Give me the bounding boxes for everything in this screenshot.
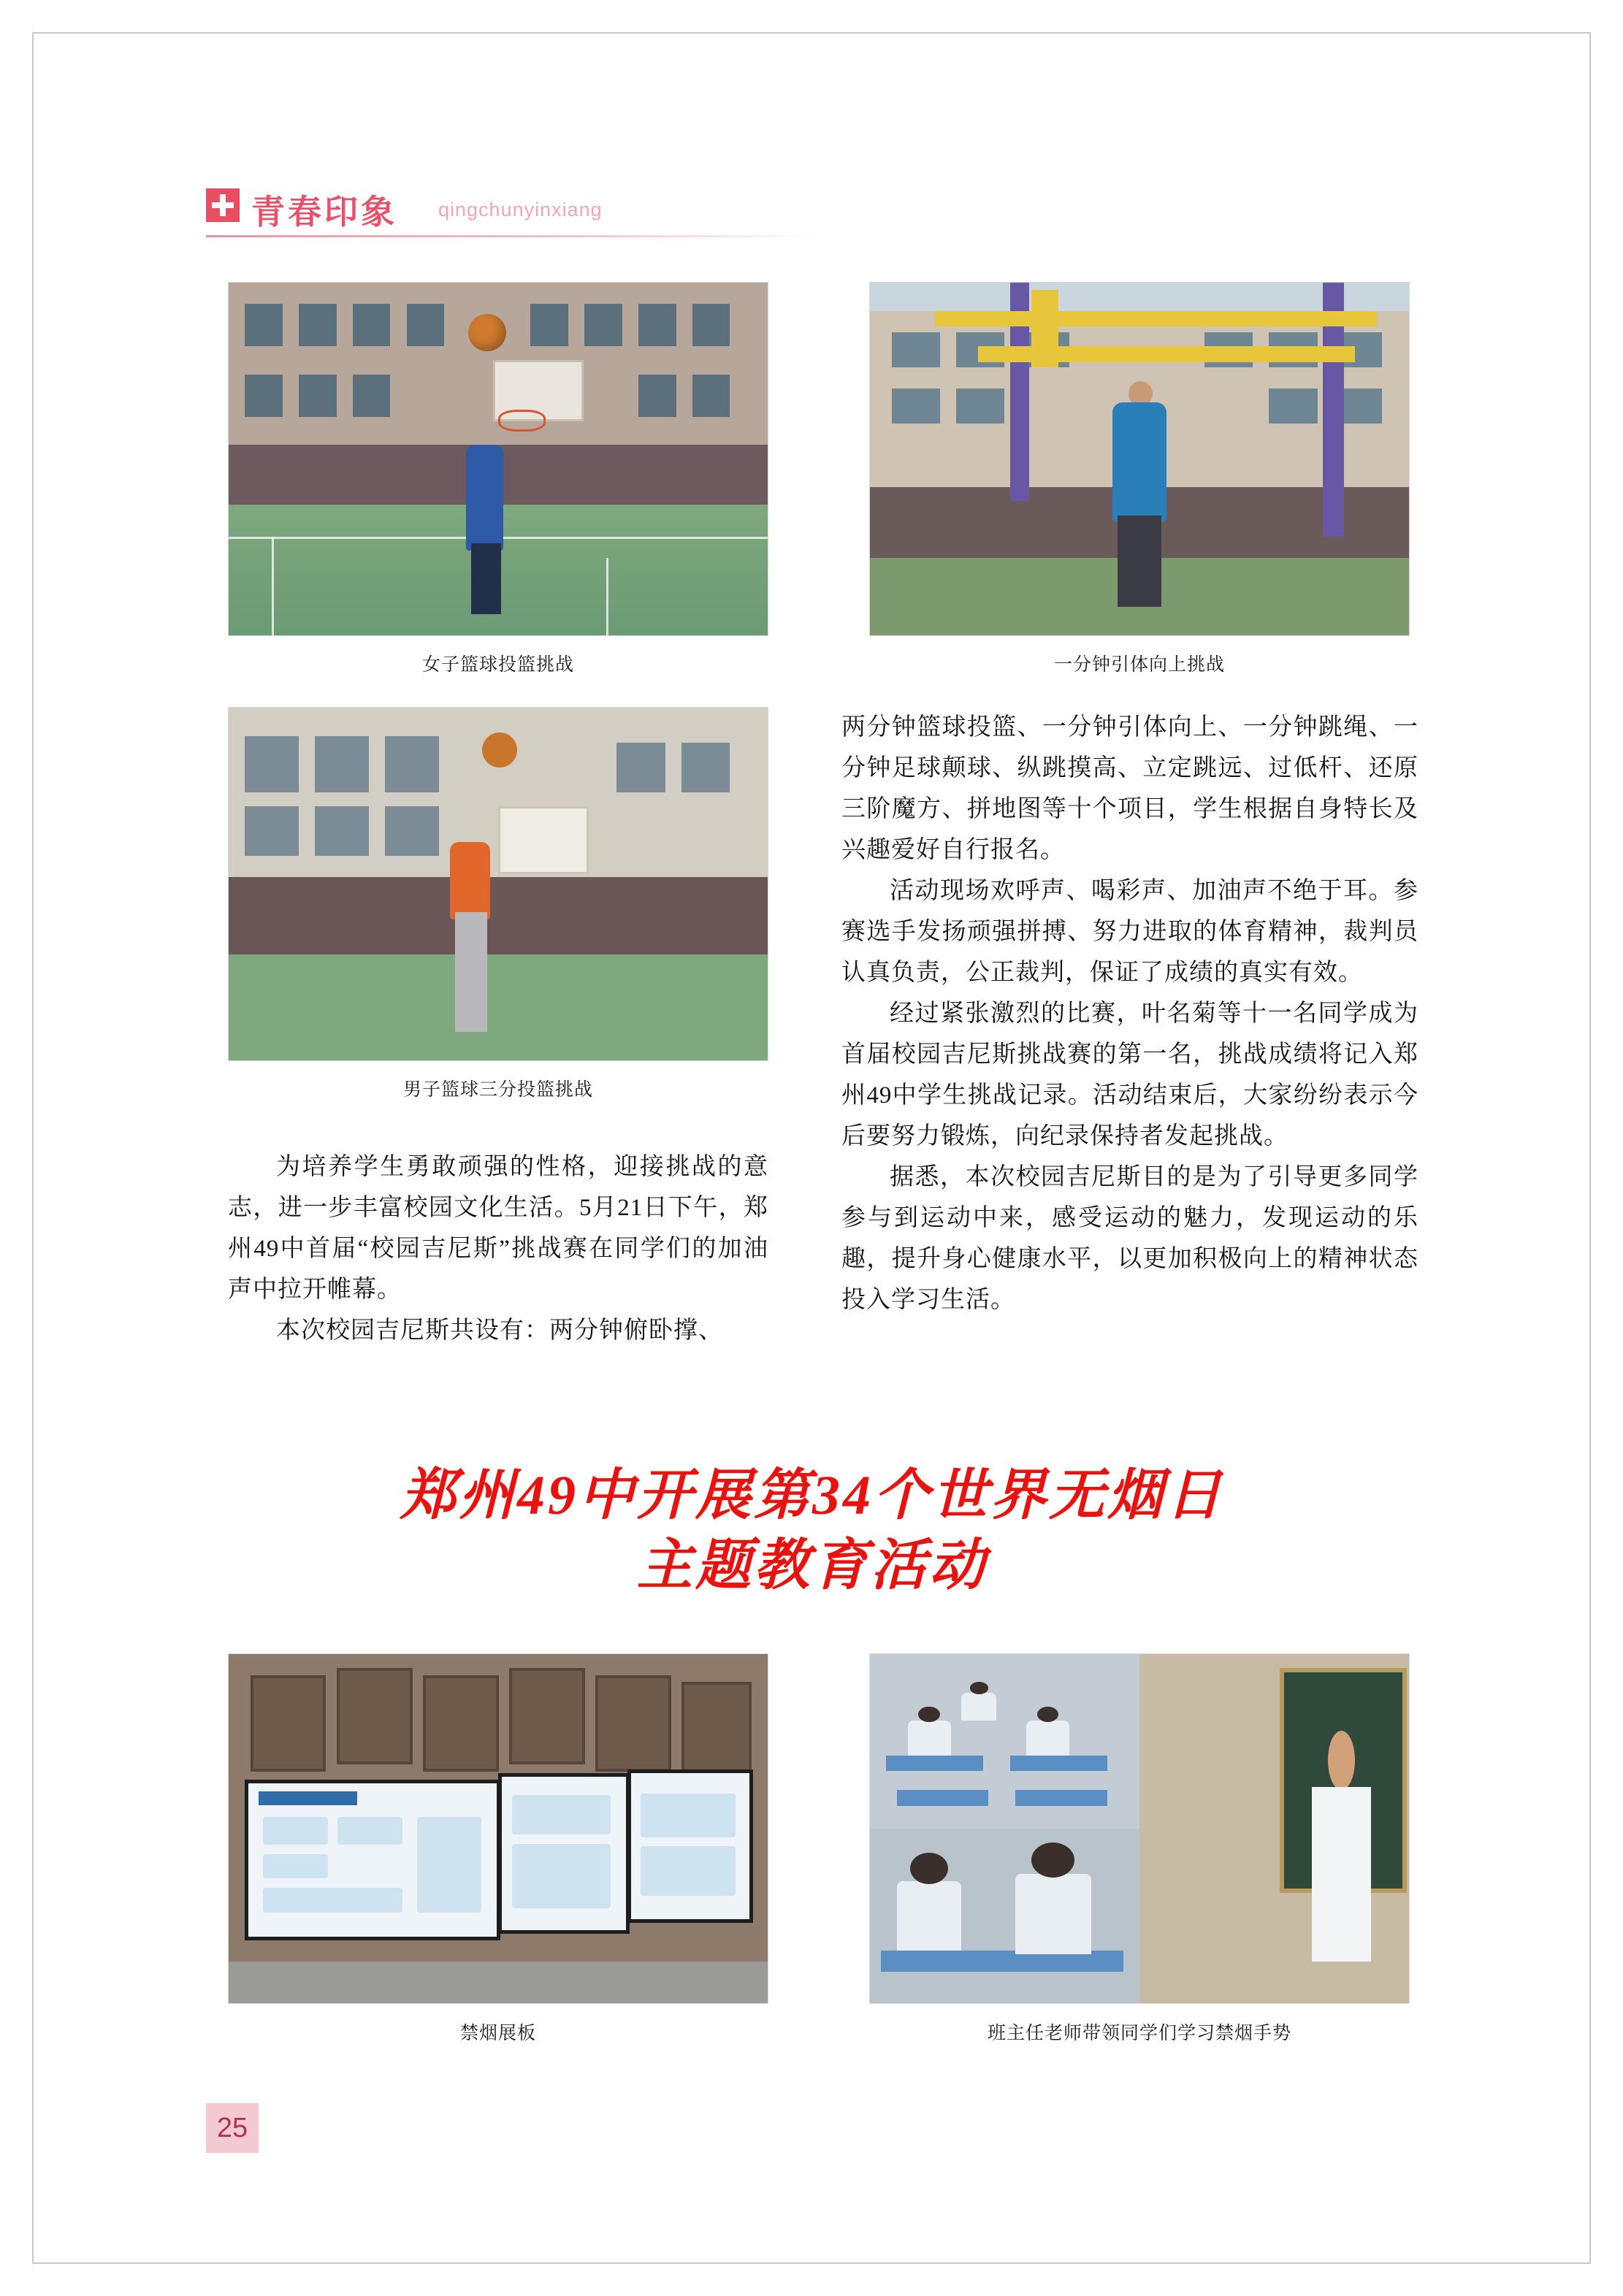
left-column-text bbox=[228, 1147, 768, 1351]
red-cross-icon bbox=[206, 188, 240, 222]
right-paragraph-2: 活动现场欢呼声、喝彩声、加油声不绝于耳。参赛选手发扬顽强拼搏、努力进取的体育精神，裁判员认真负责，公正裁判，保证了成绩的真实有效。 bbox=[841, 878, 1418, 986]
header-title-chinese: 青春印象 bbox=[251, 193, 397, 231]
headline-line-2: 主题教育活动 bbox=[637, 1535, 988, 1596]
caption-photo-display-boards: 禁烟展板 bbox=[459, 2023, 536, 2043]
article-headline bbox=[206, 1461, 1418, 1601]
caption-photo-pullup: 一分钟引体向上挑战 bbox=[1053, 654, 1225, 675]
left-paragraph-1: 为培养学生勇敢顽强的性格，迎接挑战的意志，进一步丰富校园文化生活。5月21日下午，郑州49中首届“校园吉尼斯”挑战赛在同学们的加油声中拉开帷幕。 bbox=[228, 1154, 768, 1303]
photo-display-boards bbox=[228, 1653, 768, 2004]
caption-photo-boy-basketball: 男子篮球三分投篮挑战 bbox=[402, 1079, 593, 1100]
left-paragraph-2: 本次校园吉尼斯共设有：两分钟俯卧撑、 bbox=[276, 1317, 723, 1344]
page-header bbox=[206, 181, 820, 234]
header-title-pinyin: qingchunyinxiang bbox=[438, 199, 603, 221]
photo-classroom-group bbox=[869, 1653, 1410, 2004]
right-paragraph-4: 据悉，本次校园吉尼斯目的是为了引导更多同学参与到运动中来，感受运动的魅力，发现运动的乐趣，提升身心健康水平，以更加积极向上的精神状态投入学习生活。 bbox=[841, 1164, 1418, 1313]
right-paragraph-3: 经过紧张激烈的比赛，叶名菊等十一名同学成为首届校园吉尼斯挑战赛的第一名，挑战成绩将记入郑州49中学生挑战记录。活动结束后，大家纷纷表示今后要努力锻炼，向纪录保持者发起挑战。 bbox=[841, 1000, 1418, 1149]
right-paragraph-1: 两分钟篮球投篮、一分钟引体向上、一分钟跳绳、一分钟足球颠球、纵跳摸高、立定跳远、过低杆、还原三阶魔方、拼地图等十个项目，学生根据自身特长及兴趣爱好自行报名。 bbox=[841, 714, 1418, 863]
caption-photo-classroom-group: 班主任老师带领同学们学习禁烟手势 bbox=[987, 2023, 1291, 2043]
caption-photo-girl-basketball: 女子篮球投篮挑战 bbox=[421, 654, 574, 675]
headline-line-1: 郑州49中开展第34个世界无烟日 bbox=[400, 1465, 1224, 1526]
photo-girl-basketball bbox=[228, 282, 768, 636]
photo-boy-basketball bbox=[228, 707, 768, 1061]
page-number: 25 bbox=[206, 2103, 259, 2153]
header-divider bbox=[206, 235, 820, 237]
photo-pullup bbox=[869, 282, 1410, 636]
right-column-text bbox=[841, 707, 1418, 1320]
